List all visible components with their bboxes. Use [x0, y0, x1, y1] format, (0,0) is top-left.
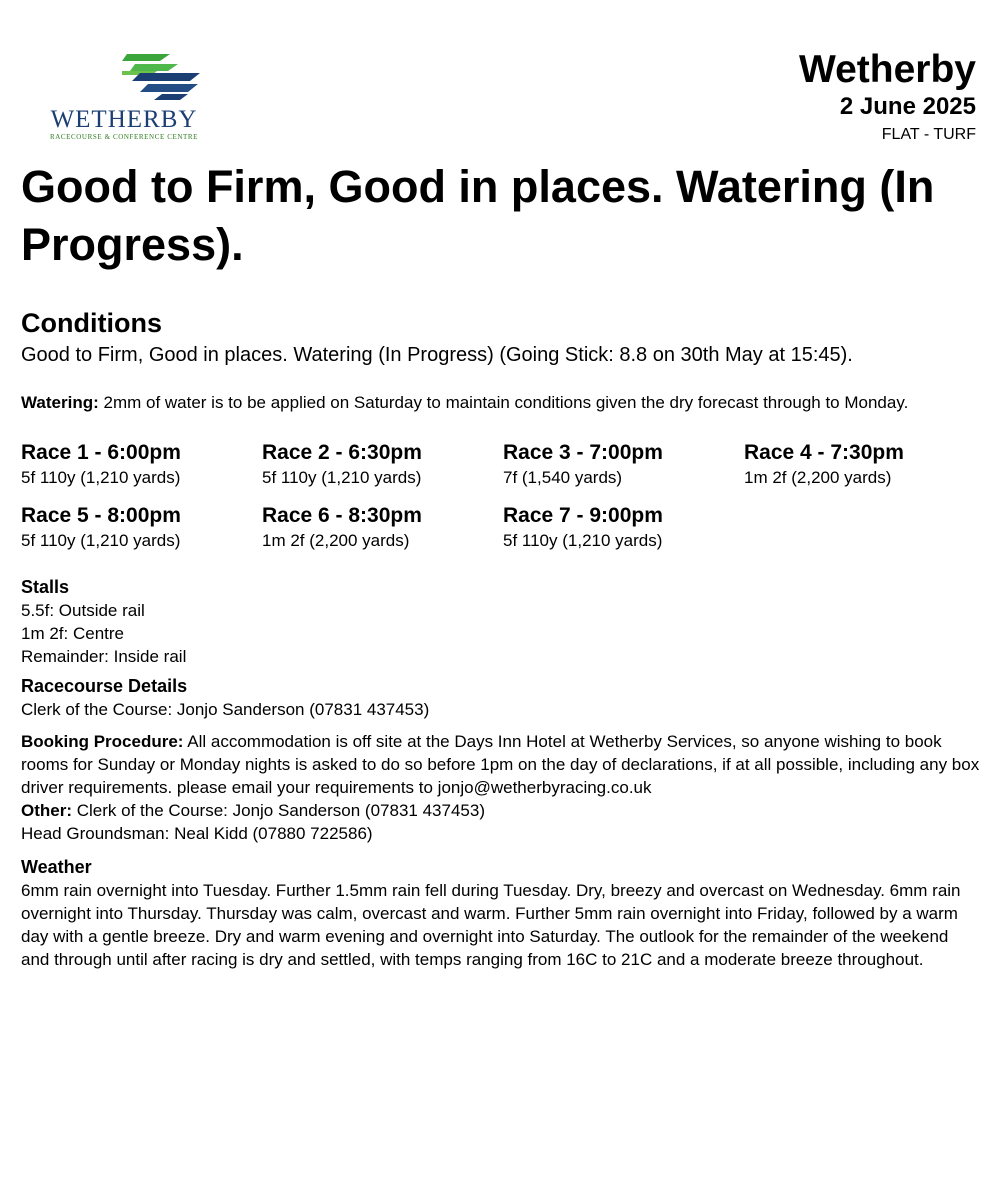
- race-title: Race 4 - 7:30pm: [744, 441, 904, 464]
- race-distance: 5f 110y (1,210 yards): [21, 468, 181, 487]
- report-body: [21, 305, 981, 971]
- race-distance: 5f 110y (1,210 yards): [262, 468, 422, 487]
- stalls-heading: Stalls: [21, 577, 70, 597]
- stalls-line: 1m 2f: Centre: [21, 624, 124, 643]
- watering-note: [21, 391, 981, 414]
- watering-label: Watering:: [21, 393, 99, 412]
- race-item: [744, 439, 985, 489]
- venue-name: Wetherby: [799, 48, 976, 91]
- meeting-type: FLAT - TURF: [881, 126, 976, 143]
- stalls-line: Remainder: Inside rail: [21, 647, 187, 666]
- racecourse-details-section: [21, 674, 981, 845]
- race-distance: 1m 2f (2,200 yards): [744, 468, 892, 487]
- weather-heading: Weather: [21, 857, 92, 877]
- race-item: [262, 439, 503, 489]
- race-title: Race 6 - 8:30pm: [262, 504, 422, 527]
- race-item: [262, 502, 503, 552]
- race-item: [21, 439, 262, 489]
- watering-text: 2mm of water is to be applied on Saturday to maintain conditions given the dry forecast through to Monday.: [98, 393, 909, 412]
- venue-header: [799, 48, 976, 145]
- meeting-date: 2 June 2025: [839, 93, 976, 120]
- race-item: [503, 502, 744, 552]
- race-title: Race 1 - 6:00pm: [21, 441, 181, 464]
- weather-section: [21, 855, 981, 971]
- logo-wordmark: WETHERBY: [50, 106, 198, 133]
- clerk-of-course: Clerk of the Course: Jonjo Sanderson (07831 437453): [21, 700, 430, 719]
- racecourse-details-heading: Racecourse Details: [21, 676, 188, 696]
- race-distance: 7f (1,540 yards): [503, 468, 623, 487]
- race-title: Race 3 - 7:00pm: [503, 441, 663, 464]
- booking-text: All accommodation is off site at the Days Inn Hotel at Wetherby Services, so anyone wishing to book rooms for Sunday or Monday nights is asked to do so before 1pm on the day of declarations, if at all possible, including any box driver requirements. please email your requirements to jonjo@wetherbyracing.co.uk: [21, 732, 980, 797]
- race-item: [503, 439, 744, 489]
- wetherby-logo: [34, 52, 214, 142]
- race-title: Race 2 - 6:30pm: [262, 441, 422, 464]
- booking-procedure: [21, 730, 981, 799]
- conditions-heading: Conditions: [21, 308, 162, 338]
- races-grid: [21, 439, 981, 552]
- logo-subtitle: RACECOURSE & CONFERENCE CENTRE: [49, 133, 199, 141]
- other-details: [21, 799, 981, 822]
- race-distance: 5f 110y (1,210 yards): [503, 531, 663, 550]
- other-label: Other:: [21, 801, 72, 820]
- going-title: Good to Firm, Good in places. Watering (In Progress).: [21, 161, 935, 270]
- race-title: Race 7 - 9:00pm: [503, 504, 663, 527]
- stalls-line: 5.5f: Outside rail: [21, 601, 145, 620]
- race-distance: 1m 2f (2,200 yards): [262, 531, 410, 550]
- conditions-text: Good to Firm, Good in places. Watering (In Progress) (Going Stick: 8.8 on 30th May at 15:45).: [21, 344, 853, 366]
- stalls-section: [21, 575, 981, 668]
- race-title: Race 5 - 8:00pm: [21, 504, 181, 527]
- booking-label: Booking Procedure:: [21, 732, 184, 751]
- weather-text: 6mm rain overnight into Tuesday. Further 1.5mm rain fell during Tuesday. Dry, breezy and overcast on Wednesday. 6mm rain overnight into Thursday. Thursday was calm, overcast and warm. Further 5mm rain overnight into Friday, followed by a warm day with a gentle breeze. Dry and warm evening and overnight into Saturday. The outlook for the remainder of the weekend and through until after racing is dry and settled, with temps ranging from 16C to 21C and a moderate breeze throughout.: [21, 881, 961, 969]
- head-groundsman: Head Groundsman: Neal Kidd (07880 722586): [21, 824, 373, 843]
- other-text: Clerk of the Course: Jonjo Sanderson (07831 437453): [72, 801, 485, 820]
- race-distance: 5f 110y (1,210 yards): [21, 531, 181, 550]
- race-item: [21, 502, 262, 552]
- wetherby-chevron-logo-icon: [122, 52, 202, 102]
